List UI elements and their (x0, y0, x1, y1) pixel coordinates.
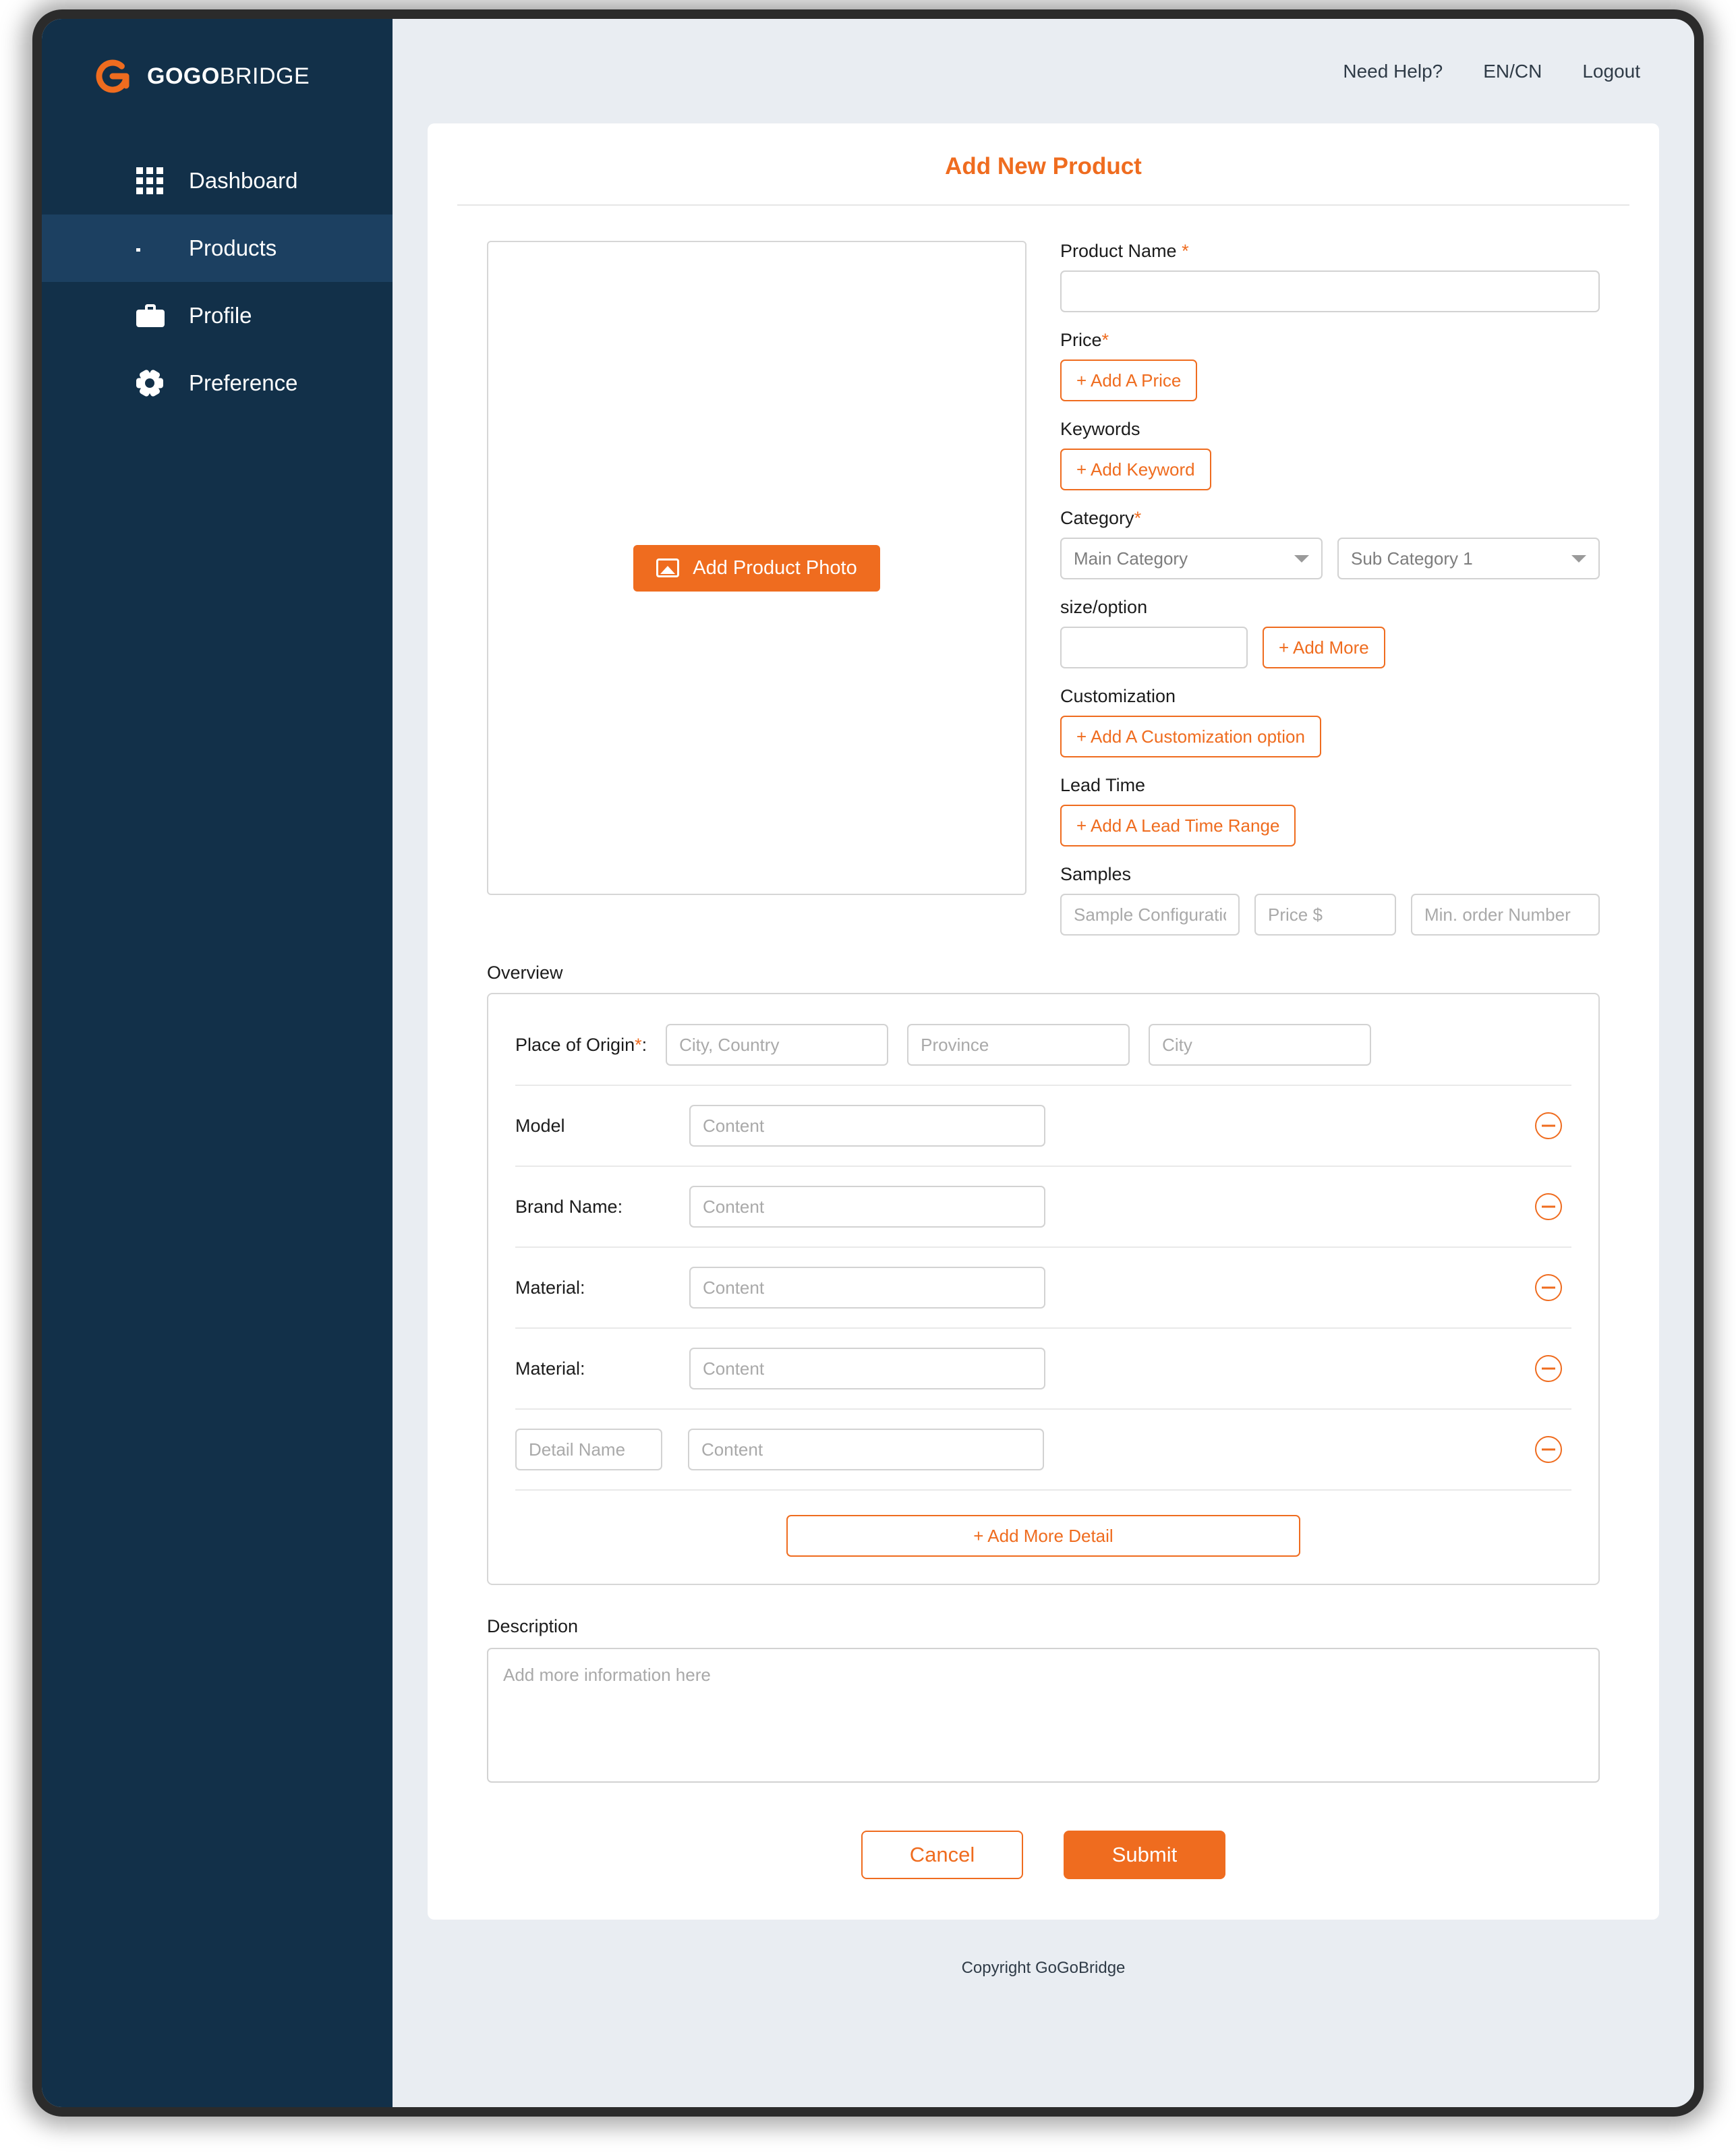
product-photo-dropzone[interactable] (487, 241, 1026, 895)
add-keyword-button[interactable]: + Add Keyword (1060, 449, 1211, 490)
topbar (393, 19, 1694, 123)
sub-category-select[interactable] (1337, 538, 1600, 579)
required-marker: * (1182, 241, 1189, 261)
detail-key-label: Material: (515, 1358, 585, 1379)
detail-key-label: Material: (515, 1277, 585, 1298)
briefcase-icon (136, 302, 163, 329)
add-price-button[interactable]: + Add A Price (1060, 360, 1197, 401)
product-name-input[interactable] (1060, 270, 1600, 312)
main-category-value: Main Category (1074, 548, 1188, 569)
category-label (1060, 508, 1600, 529)
detail-key-label: Brand Name: (515, 1196, 623, 1217)
minus-circle-icon[interactable] (1535, 1436, 1562, 1463)
place-of-origin-label-text: Place of Origin (515, 1034, 635, 1055)
required-marker: * (635, 1034, 642, 1055)
minus-circle-icon[interactable] (1535, 1274, 1562, 1301)
sidebar (42, 19, 393, 2107)
detail-content-input[interactable] (689, 1186, 1045, 1228)
overview-section (428, 936, 1659, 1585)
gear-icon (136, 370, 163, 397)
add-more-size-button[interactable]: + Add More (1263, 627, 1385, 668)
customization-label: Customization (1060, 686, 1176, 706)
detail-content-input[interactable] (688, 1429, 1044, 1470)
table-row (515, 1167, 1571, 1248)
upper-section (428, 206, 1659, 936)
brand-text (147, 63, 310, 90)
place-of-origin-row (515, 1017, 1571, 1086)
brand-light: BRIDGE (219, 63, 310, 89)
detail-content-input[interactable] (689, 1267, 1045, 1309)
sample-min-order-input[interactable] (1411, 894, 1600, 936)
samples-row (1060, 894, 1600, 936)
image-icon (656, 558, 679, 577)
colon: : (641, 1034, 647, 1055)
main-area (393, 19, 1694, 2107)
description-label: Description (487, 1616, 579, 1636)
add-product-photo-button[interactable] (633, 545, 879, 592)
chevron-down-icon (1294, 555, 1309, 563)
sidebar-item-label: Preference (189, 370, 298, 395)
sample-price-input[interactable] (1254, 894, 1396, 936)
keywords-label: Keywords (1060, 419, 1140, 439)
detail-key-label: Model (515, 1115, 565, 1136)
detail-content-input[interactable] (689, 1105, 1045, 1147)
main-category-select[interactable] (1060, 538, 1323, 579)
samples-label: Samples (1060, 864, 1132, 884)
add-product-photo-label: Add Product Photo (693, 556, 857, 579)
sample-configuration-input[interactable] (1060, 894, 1240, 936)
grid-icon (136, 167, 163, 194)
page-title: Add New Product (457, 153, 1629, 206)
detail-name-input[interactable] (515, 1429, 662, 1470)
sidebar-item-dashboard[interactable] (42, 147, 393, 214)
sidebar-item-label: Products (189, 235, 277, 260)
category-row (1060, 538, 1600, 579)
required-marker: * (1134, 508, 1142, 528)
overview-box (487, 993, 1600, 1585)
description-section (428, 1585, 1659, 1786)
add-product-card (428, 123, 1659, 1920)
sidebar-item-products[interactable] (42, 214, 393, 282)
required-marker: * (1101, 330, 1109, 350)
add-customization-button[interactable]: + Add A Customization option (1060, 716, 1321, 757)
origin-city-input[interactable] (1149, 1024, 1371, 1066)
size-option-input[interactable] (1060, 627, 1248, 668)
footer-copyright: Copyright GoGoBridge (961, 1959, 1126, 1977)
product-name-label-text: Product Name (1060, 241, 1177, 261)
form-actions (428, 1786, 1659, 1879)
device-frame (32, 9, 1704, 2117)
sidebar-item-profile[interactable] (42, 282, 393, 349)
origin-province-input[interactable] (907, 1024, 1130, 1066)
form-fields (1060, 241, 1600, 936)
table-row (515, 1086, 1571, 1167)
size-option-row (1060, 627, 1600, 668)
place-of-origin-label (515, 1035, 647, 1056)
origin-city-country-input[interactable] (666, 1024, 888, 1066)
table-row (515, 1329, 1571, 1410)
category-label-text: Category (1060, 508, 1134, 528)
minus-circle-icon[interactable] (1535, 1193, 1562, 1220)
sidebar-item-label: Profile (189, 303, 252, 328)
need-help-link[interactable]: Need Help? (1343, 60, 1443, 82)
detail-content-input[interactable] (689, 1348, 1045, 1389)
list-icon (136, 235, 163, 262)
description-textarea[interactable] (487, 1648, 1600, 1783)
minus-circle-icon[interactable] (1535, 1355, 1562, 1382)
sidebar-item-preference[interactable] (42, 349, 393, 417)
price-label (1060, 330, 1600, 351)
overview-label: Overview (487, 963, 563, 983)
sidebar-item-label: Dashboard (189, 168, 298, 193)
submit-button[interactable]: Submit (1064, 1831, 1225, 1879)
sub-category-value: Sub Category 1 (1351, 548, 1473, 569)
minus-circle-icon[interactable] (1535, 1112, 1562, 1139)
gogobridge-logo-icon (93, 57, 132, 96)
language-toggle[interactable]: EN/CN (1483, 60, 1542, 82)
chevron-down-icon (1571, 555, 1586, 563)
screen (42, 19, 1694, 2107)
price-label-text: Price (1060, 330, 1102, 350)
size-option-label: size/option (1060, 597, 1148, 617)
table-row (515, 1248, 1571, 1329)
brand (42, 46, 393, 107)
add-lead-time-button[interactable]: + Add A Lead Time Range (1060, 805, 1296, 846)
cancel-button[interactable]: Cancel (861, 1831, 1023, 1879)
logout-link[interactable]: Logout (1582, 60, 1640, 82)
table-row (515, 1410, 1571, 1491)
product-name-label (1060, 241, 1600, 262)
lead-time-label: Lead Time (1060, 775, 1146, 795)
add-more-detail-button[interactable]: + Add More Detail (786, 1515, 1300, 1557)
brand-strong: GOGO (147, 63, 220, 89)
